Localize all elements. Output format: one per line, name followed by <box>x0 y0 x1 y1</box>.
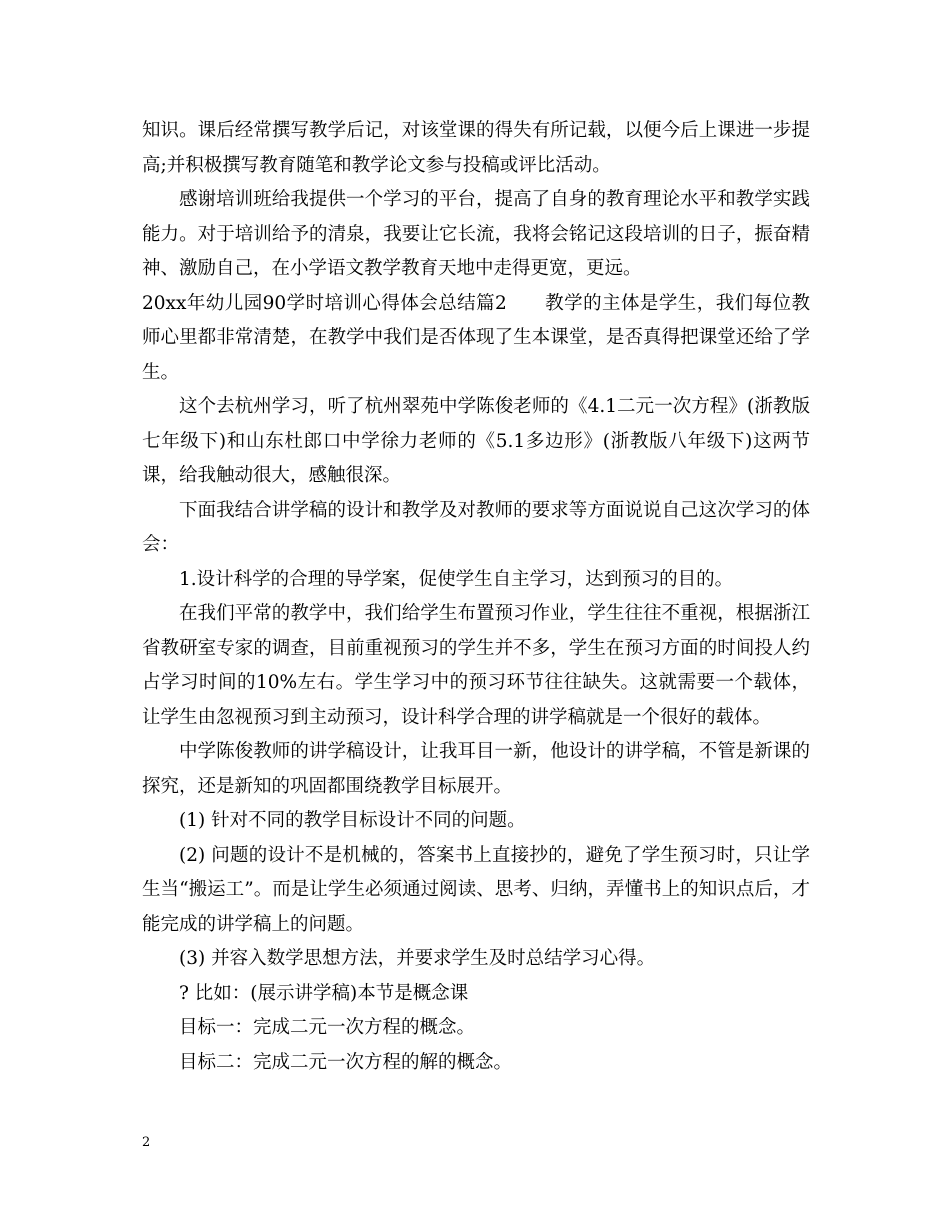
paragraph-1: 知识。课后经常撰写教学后记，对该堂课的得失有所记载，以便今后上课进一步提高;并积极撰写教育随笔和教学论文参与投稿或评比活动。 <box>142 120 810 176</box>
page-number: 2 <box>142 1135 151 1150</box>
paragraph-12: ? 比如：(展示讲学稿)本节是概念课 <box>179 982 469 1004</box>
paragraph-8: 中学陈俊教师的讲学稿设计，让我耳目一新，他设计的讲学稿，不管是新课的探究，还是新知的巩固都围绕教学目标展开。 <box>142 741 810 797</box>
paragraph-3: 20xx年幼儿园90学时培训心得体会总结篇2 教学的主体是学生，我们每位教师心里都非常清楚，在教学中我们是否体现了生本课堂，是否真得把课堂还给了学生。 <box>142 292 810 383</box>
paragraph-14: 目标二：完成二元一次方程的解的概念。 <box>179 1051 513 1073</box>
paragraph-10: (2) 问题的设计不是机械的，答案书上直接抄的，避免了学生预习时，只让学生当“搬运工”。而是让学生必须通过阅读、思考、归纳，弄懂书上的知识点后，才能完成的讲学稿上的问题。 <box>142 844 810 935</box>
paragraph-9: (1) 针对不同的教学目标设计不同的问题。 <box>179 810 526 831</box>
document-body <box>142 114 810 1080</box>
paragraph-7: 在我们平常的教学中，我们给学生布置预习作业，学生往往不重视，根据浙江省教研室专家的调查，目前重视预习的学生并不多，学生在预习方面的时间投人约占学习时间的10%左右。学生学习中的预习环节往往缺失。这就需要一个载体，让学生由忽视预习到主动预习，设计科学合理的讲学稿就是一个很好的载体。 <box>142 603 810 728</box>
paragraph-4: 这个去杭州学习，听了杭州翠苑中学陈俊老师的《4.1二元一次方程》(浙教版七年级下)和山东杜郎口中学徐力老师的《5.1多边形》(浙教版八年级下)这两节课，给我触动很大，感触很深。 <box>142 396 810 486</box>
paragraph-5: 下面我结合讲学稿的设计和教学及对教师的要求等方面说说自己这次学习的体会： <box>142 499 810 555</box>
paragraph-2: 感谢培训班给我提供一个学习的平台，提高了自身的教育理论水平和教学实践能力。对于培训给予的清泉，我要让它长流，我将会铭记这段培训的日子，振奋精神、激励自己，在小学语文教学教育天地中走得更宽，更远。 <box>142 189 810 279</box>
paragraph-11: (3) 并容入数学思想方法，并要求学生及时总结学习心得。 <box>179 948 656 969</box>
paragraph-6: 1.设计科学的合理的导学案，促使学生自主学习，达到预习的目的。 <box>179 568 734 590</box>
paragraph-13: 目标一：完成二元一次方程的概念。 <box>179 1017 476 1038</box>
